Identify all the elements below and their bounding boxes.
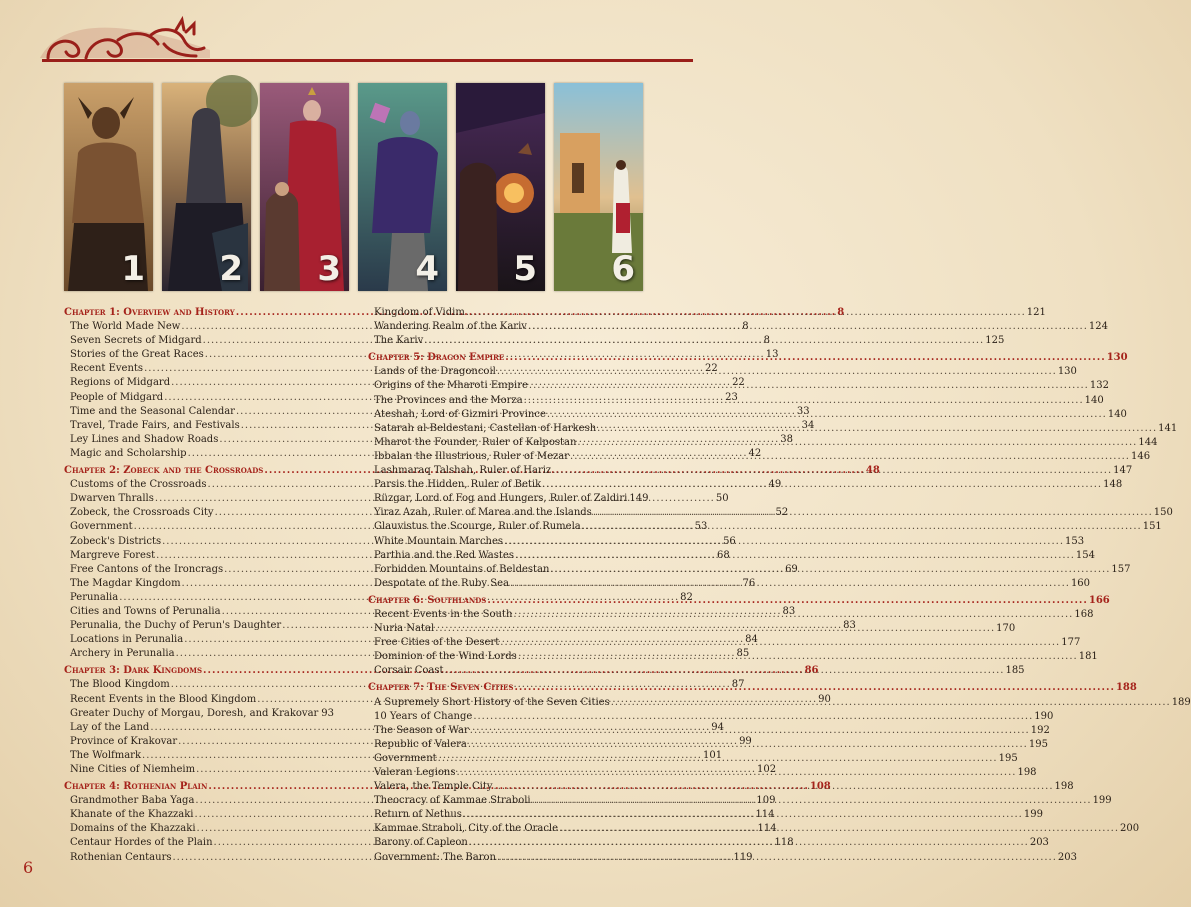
toc-title: Stories of the Great Races [70,349,204,361]
toc-title: Government [70,521,133,533]
toc-page-number: 83 [843,620,856,632]
toc-title: Time and the Seasonal Calendar [70,405,235,417]
panel-number: 2 [219,249,243,289]
dot-leader [469,836,1029,850]
toc-page-number: 140 [1084,394,1104,406]
toc-page-number: 150 [1153,507,1173,519]
toc-page-number: 85 [736,648,750,660]
toc-title: Nine Cities of Niemheim [70,764,196,775]
toc-page-number: 148 [1103,479,1123,491]
dot-leader [435,622,995,636]
toc-page-number: 200 [1120,823,1140,835]
dot-leader [518,650,1078,664]
page-number: 6 [23,858,34,877]
dot-leader [470,724,1030,738]
toc-page-number: 93 [321,707,334,719]
toc-page-number: 23 [725,391,738,403]
toc-page-number: 56 [723,535,736,547]
toc-title: Grandmother Baba Yaga [70,795,195,807]
toc-chapter-heading[interactable] [368,351,1128,365]
toc-title: Despotate of the Ruby Sea [374,577,509,589]
toc-title: Customs of the Crossroads [70,479,207,491]
toc-title: Margreve Forest [70,549,156,561]
toc-title: Magic and Scholarship [70,447,187,459]
toc-title: Free Cities of the Desert [374,637,500,649]
toc-page-number: 195 [998,752,1018,764]
panel-4 [358,83,447,291]
toc-title: The Kariv [374,335,424,347]
toc-title: Free Cantons of the Ironcrags [70,563,224,575]
toc-page-number: 114 [755,809,775,821]
toc-page-number: 108 [809,781,831,793]
toc-title: Chapter 1: Overview and History [64,307,235,318]
toc-page-number: 147 [1113,465,1133,477]
toc-title: Wandering Realm of the Kariv [374,321,527,333]
toc-title: Forbidden Mountains of Beldestan [374,563,550,575]
toc-page-number: 198 [1054,781,1074,793]
toc-page-number: 38 [780,433,794,445]
toc-page-number: 76 [742,577,756,589]
toc-title: Origins of the Mharoti Empire [374,380,528,392]
dot-leader [559,822,1119,836]
dot-leader [515,549,1075,563]
toc-title: Dominion of the Wind Lords [374,651,517,663]
toc-page-number: 199 [1023,809,1043,821]
toc-title: Perunalia [70,591,119,603]
toc-title: Recent Events [70,363,144,375]
toc-page-number: 8 [837,307,845,318]
dot-leader [497,365,1057,379]
dot-leader [468,738,1028,752]
toc-title: The Provinces and the Morza [374,394,523,406]
toc-title: Parsis the Hidden, Ruler of Betik [374,479,542,491]
toc-page-number: 189 [1171,696,1191,708]
toc-page-number: 144 [1138,436,1158,448]
toc-title: Kammae Straboli, City of the Oracle [374,823,559,835]
toc-page-number: 50 [715,493,729,505]
toc-page-number: 101 [702,749,723,761]
toc-title: Locations in Perunalia [70,634,184,646]
toc-title: Recent Events in the Blood Kingdom [70,693,257,705]
toc-page-number: 22 [705,363,718,375]
dot-leader [438,752,998,766]
toc-title: Zobeck's Districts [70,535,162,547]
toc-title: Return of Nethus [374,809,462,821]
toc-title: People of Midgard [70,391,164,403]
toc-page-number: 82 [680,591,693,603]
toc-page-number: 149 [629,493,649,505]
dot-leader [473,710,1033,724]
toc-title: White Mountain Marches [374,535,504,547]
toc-page-number: 13 [765,349,779,361]
dot-leader [510,577,1070,591]
toc-page-number: 199 [1092,795,1112,807]
toc-title: Perunalia, the Duchy of Perun's Daughter [70,620,282,632]
toc-title: Archery in Perunalia [70,648,175,660]
toc-page-number: 166 [1088,594,1110,606]
toc-page-number: 102 [757,764,777,775]
toc-page-number: 86 [804,665,819,677]
toc-page-number: 125 [985,335,1005,347]
toc-page-number: 87 [731,679,745,691]
dot-leader [570,450,1130,464]
dot-leader [582,520,1142,534]
dot-leader [514,681,1115,695]
panel-number: 3 [317,249,341,289]
dot-leader [528,320,1088,334]
toc-title: Barony of Capleon [374,837,468,849]
toc-entry[interactable] [64,707,334,721]
panel-number: 4 [415,249,439,289]
toc-page-number: 109 [756,795,776,807]
toc-title: Lands of the Dragoncoil [374,366,496,378]
panel-1 [64,83,153,291]
toc-title: Rüzgar, Lord of Fog and Hungers, Ruler of Zaldiri [374,493,628,505]
toc-title: Chapter 4: Rothenian Plain [64,781,208,793]
dot-leader [524,394,1084,408]
panel-number: 5 [513,249,537,289]
toc-title: Ley Lines and Shadow Roads [70,433,219,445]
panel-number: 1 [121,249,145,289]
dot-leader [547,408,1107,422]
dot-leader [504,535,1064,549]
toc-title: Kingdom of Vidim [374,307,465,318]
toc-page-number: 99 [739,735,752,747]
toc-title: Recent Events in the South [374,608,513,620]
panel-5 [456,83,545,291]
dot-leader [513,608,1073,622]
toc-entry[interactable] [368,492,649,506]
dot-leader [497,851,1057,865]
toc-entry[interactable] [368,320,1108,334]
dot-leader [552,464,1112,478]
toc-page-number: 140 [1107,408,1127,420]
panel-number: 6 [611,249,635,289]
toc-title: Province of Krakovar [70,735,178,747]
toc-title: Lashmaraq Talshah, Ruler of Hariz [374,465,552,477]
toc-page-number: 203 [1029,837,1049,849]
toc-title: Rothenian Centaurs [70,851,172,863]
toc-page-number: 141 [1158,422,1178,434]
toc-title: Zobeck, the Crossroads City [70,507,214,519]
dot-leader [597,422,1157,436]
toc-title: The World Made New [70,321,181,333]
toc-entry[interactable] [368,710,1054,724]
dot-leader [466,306,1026,320]
toc-title: The Magdar Kingdom [70,577,181,589]
toc-page-number: 170 [996,623,1016,635]
dot-leader [457,766,1017,780]
toc-title: Yiraz Azah, Ruler of Marea and the Islands [374,507,592,519]
toc-page-number: 114 [757,823,777,835]
toc-title: Travel, Trade Fairs, and Festivals [70,419,240,431]
toc-page-number: 160 [1070,577,1091,589]
toc-title: Ateshah, Lord of Gizmiri Province [374,408,546,420]
dot-leader [494,780,1054,794]
toc-page-number: 188 [1115,682,1137,694]
toc-page-number: 153 [1065,535,1085,547]
toc-title: Government: The Baron [374,851,496,863]
toc-page-number: 168 [1074,608,1094,620]
toc-title: A Supremely Short History of the Seven Cities [374,696,610,708]
toc-title: Valeran Legions [374,767,456,778]
toc-page-number: 48 [865,465,880,477]
dot-leader [593,506,1153,520]
toc-page-number: 69 [785,563,798,575]
toc-page-number: 132 [1089,380,1109,392]
toc-page-number: 157 [1111,563,1131,575]
dot-leader [424,334,984,348]
toc-page-number: 177 [1061,637,1081,649]
toc-title: Chapter 7: The Seven Cities [368,682,514,694]
toc-page-number: 119 [733,851,753,863]
toc-title: Centaur Hordes of the Plain [70,837,213,849]
toc-page-number: 8 [763,335,770,347]
toc-title: Chapter 3: Dark Kingdoms [64,665,203,677]
toc-page-number: 192 [1030,724,1050,736]
toc-page-number: 8 [742,321,749,333]
toc-title: Dwarven Thralls [70,493,154,505]
dot-leader [532,794,1092,808]
dot-leader [542,478,1102,492]
dot-leader [487,594,1088,608]
toc-page-number: 22 [732,377,745,389]
dot-leader [319,707,320,721]
toc-title: Chapter 2: Zobeck and the Crossroads [64,465,264,477]
dot-leader [445,664,1005,678]
toc-page-number: 33 [796,405,810,417]
toc-title: Mharot the Founder, Ruler of Kalpostan [374,436,577,448]
toc-entry[interactable] [368,306,1046,320]
dot-leader [529,379,1089,393]
dot-leader [577,436,1137,450]
toc-page-number: 154 [1075,549,1096,561]
toc-title: Corsair Coast [374,665,444,677]
toc-title: Government [374,752,437,764]
panel-3 [260,83,349,291]
toc-page-number: 124 [1088,321,1108,333]
dot-leader [550,563,1110,577]
toc-title: Domains of the Khazzaki [70,823,196,835]
toc-page-number: 94 [711,721,725,733]
toc-page-number: 198 [1017,767,1037,778]
dot-leader [505,351,1106,365]
toc-page-number: 68 [717,549,730,561]
toc-title: Satarah al-Beldestani, Castellan of Harkesh [374,422,597,434]
toc-page-number: 181 [1078,651,1098,663]
toc-page-number: 203 [1057,851,1078,863]
toc-title: Ibbalan the Illustrious, Ruler of Mezar [374,450,570,462]
toc-page-number: 52 [775,507,789,519]
toc-title: Glauvistus the Scourge, Ruler of Rumela [374,521,581,533]
toc-title: 10 Years of Change [374,710,473,722]
toc-page-number: 49 [768,479,782,491]
toc-page-number: 130 [1106,352,1128,364]
dot-leader [611,696,1171,710]
toc-page-number: 83 [782,605,796,617]
toc-title: The Season of War [374,724,469,736]
toc-entry[interactable] [368,334,1005,348]
toc-page-number: 130 [1057,366,1077,378]
toc-title: Nuria Natal [374,623,435,635]
toc-title: Seven Secrets of Midgard [70,335,202,347]
toc-page-number: 195 [1028,738,1048,750]
panel-2 [162,83,251,291]
toc-title: Chapter 5: Dragon Empire [368,352,505,364]
toc-title: Cities and Towns of Perunalia [70,605,221,617]
toc-title: Valera, the Temple City [374,781,493,793]
toc-title: Khanate of the Khazzaki [70,809,194,821]
toc-page-number: 151 [1142,521,1162,533]
toc-page-number: 121 [1026,307,1046,318]
toc-title: Regions of Midgard [70,377,171,389]
toc-title: Chapter 6: Southlands [368,594,487,606]
toc-title: Theocracy of Kammae Straboli [374,795,531,807]
header-rule [42,59,693,62]
toc-page-number: 190 [1034,710,1054,722]
toc-page-number: 146 [1130,450,1151,462]
toc-page-number: 53 [694,521,708,533]
toc-title: The Wolfmark [70,749,142,761]
toc-page-number: 118 [774,837,794,849]
toc-title: Parthia and the Red Wastes [374,549,514,561]
toc-page-number: 34 [801,419,815,431]
panel-6 [554,83,643,291]
character-panel-strip [64,83,644,291]
dot-leader [463,808,1023,822]
toc-page-number: 42 [748,447,762,459]
toc-title: Greater Duchy of Morgau, Doresh, and Krakovar [70,707,319,719]
toc-title: The Blood Kingdom [70,679,170,691]
toc-title: Republic of Valera [374,738,467,750]
dot-leader [500,636,1060,650]
toc-page-number: 185 [1005,665,1025,677]
toc-page-number: 90 [818,693,831,705]
toc-title: Lay of the Land [70,721,150,733]
toc-page-number: 84 [745,634,758,646]
